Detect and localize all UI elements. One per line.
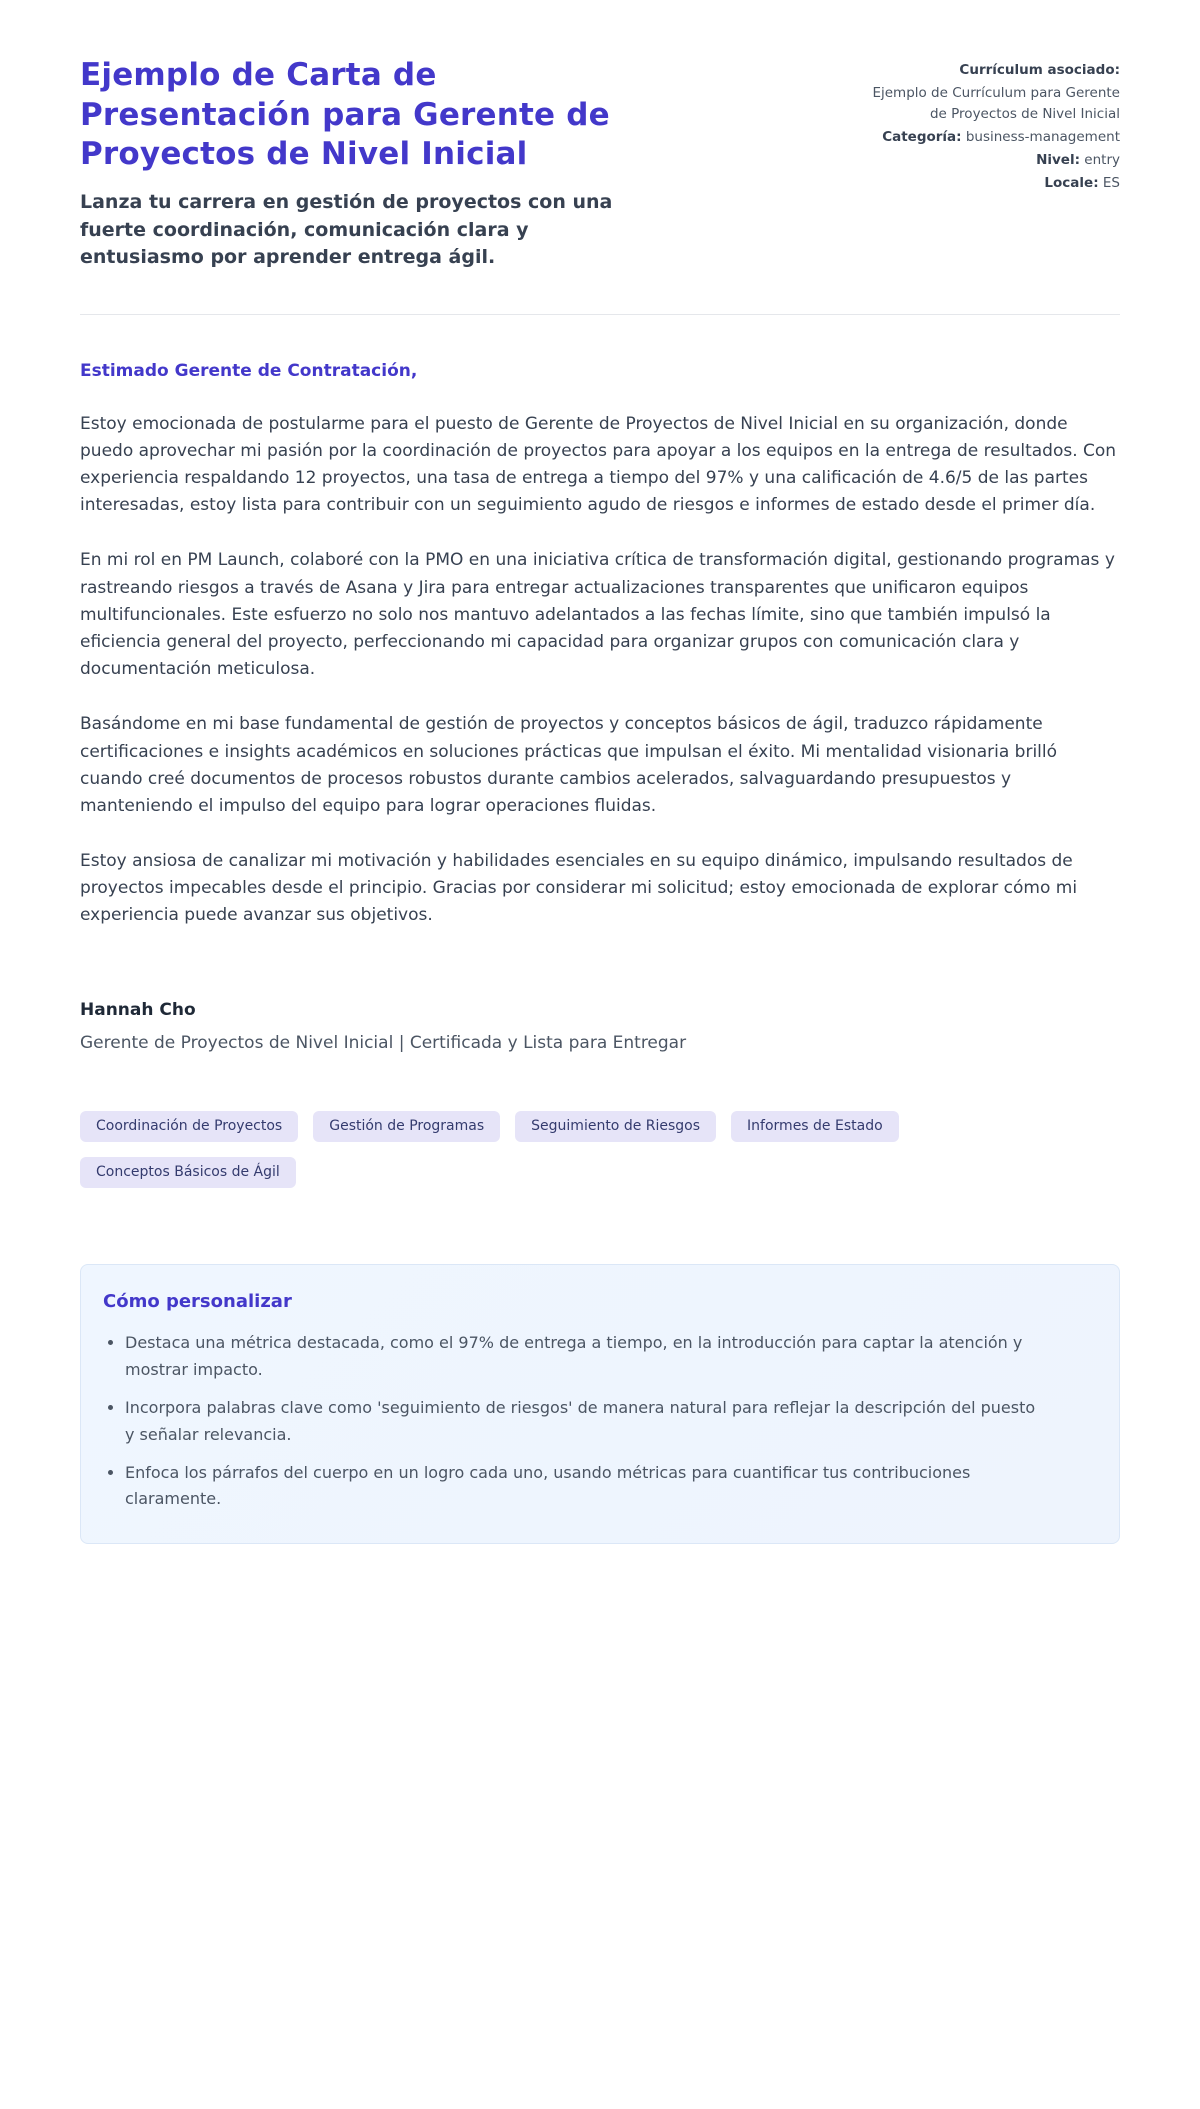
customization-tips-box bbox=[80, 1264, 1120, 1543]
header-divider bbox=[80, 314, 1120, 315]
meta-locale-label: Locale: bbox=[1044, 174, 1099, 191]
signature-role: Gerente de Proyectos de Nivel Inicial | Certificada y Lista para Entregar bbox=[80, 1032, 687, 1053]
meta-level bbox=[870, 150, 1120, 171]
letter-paragraph: Basándome en mi base fundamental de gestión de proyectos y conceptos básicos de ágil, traduzco rápidamente certificaciones e insights académicos en soluciones prácticas que impulsan el éxito. Mi mentalidad visionaria brilló cuando creé documentos de procesos robustos durante cambios acelerados, salvaguardando presupuestos y manteniendo el impulso del equipo para lograr operaciones fluidas. bbox=[80, 714, 1058, 816]
meta-locale-value: ES bbox=[1102, 174, 1120, 191]
header-title-block bbox=[80, 56, 640, 272]
skill-tag: Coordinación de Proyectos bbox=[80, 1111, 298, 1142]
letter-paragraph: Estoy emocionada de postularme para el puesto de Gerente de Proyectos de Nivel Inicial en su organización, donde puedo aprovechar mi pasión por la coordinación de proyectos para apoyar a los equipos en la entrega de resultados. Con experiencia respaldando 12 proyectos, una tasa de entrega a tiempo del 97% y una calificación de 4.6/5 de las partes interesadas, estoy lista para contribuir con un seguimiento agudo de riesgos e informes de estado desde el primer día. bbox=[80, 413, 1117, 516]
meta-level-label: Nivel: bbox=[1036, 151, 1080, 168]
tips-list bbox=[103, 1330, 1091, 1512]
letter-paragraph: En mi rol en PM Launch, colaboré con la PMO en una iniciativa crítica de transformación digital, gestionando programas y rastreando riesgos a través de Asana y Jira para entregar actualizaciones transparentes que unificaron equipos multifuncionales. Este esfuerzo no solo nos mantuvo adelantados a las fechas límite, sino que también impulsó la eficiencia general del proyecto, perfeccionando mi capacidad para organizar grupos con comunicación clara y documentación meticulosa. bbox=[80, 550, 1115, 680]
letter-body bbox=[80, 411, 1120, 930]
skill-tag: Gestión de Programas bbox=[313, 1111, 500, 1142]
signature-block bbox=[80, 1000, 1120, 1053]
skill-tag: Seguimiento de Riesgos bbox=[515, 1111, 716, 1142]
skill-tags bbox=[80, 1111, 1120, 1189]
signature-name: Hannah Cho bbox=[80, 999, 196, 1020]
page-title: Ejemplo de Carta de Presentación para Gerente de Proyectos de Nivel Inicial bbox=[80, 57, 610, 173]
meta-category-label: Categoría: bbox=[882, 128, 962, 145]
tips-title: Cómo personalizar bbox=[103, 1291, 292, 1313]
meta-level-value: entry bbox=[1084, 151, 1120, 168]
header-meta bbox=[870, 56, 1120, 196]
meta-resume-label: Currículum asociado: bbox=[959, 62, 1120, 78]
meta-category bbox=[870, 127, 1120, 148]
meta-resume-value: Ejemplo de Currículum para Gerente de Proyectos de Nivel Inicial bbox=[872, 84, 1120, 122]
letter-greeting: Estimado Gerente de Contratación, bbox=[80, 360, 418, 381]
skill-tag: Informes de Estado bbox=[731, 1111, 899, 1142]
tip-item: • Enfoca los párrafos del cuerpo en un logro cada uno, usando métricas para cuantificar tus contribuciones claramente. bbox=[125, 1460, 1045, 1513]
meta-category-value: business-management bbox=[965, 128, 1120, 145]
page-header bbox=[80, 56, 1120, 272]
meta-locale bbox=[870, 173, 1120, 194]
tip-item: • Incorpora palabras clave como 'seguimiento de riesgos' de manera natural para reflejar la descripción del puesto y señalar relevancia. bbox=[125, 1395, 1045, 1448]
page-subtitle: Lanza tu carrera en gestión de proyectos con una fuerte coordinación, comunicación clara y entusiasmo por aprender entrega ágil. bbox=[80, 191, 613, 269]
letter-paragraph: Estoy ansiosa de canalizar mi motivación y habilidades esenciales en su equipo dinámico, impulsando resultados de proyectos impecables desde el principio. Gracias por considerar mi solicitud; estoy emocionada de explorar cómo mi experiencia puede avanzar sus objetivos. bbox=[80, 851, 1078, 926]
skill-tag: Conceptos Básicos de Ágil bbox=[80, 1157, 296, 1188]
tip-item: • Destaca una métrica destacada, como el 97% de entrega a tiempo, en la introducción para captar la atención y mostrar impacto. bbox=[125, 1330, 1045, 1383]
